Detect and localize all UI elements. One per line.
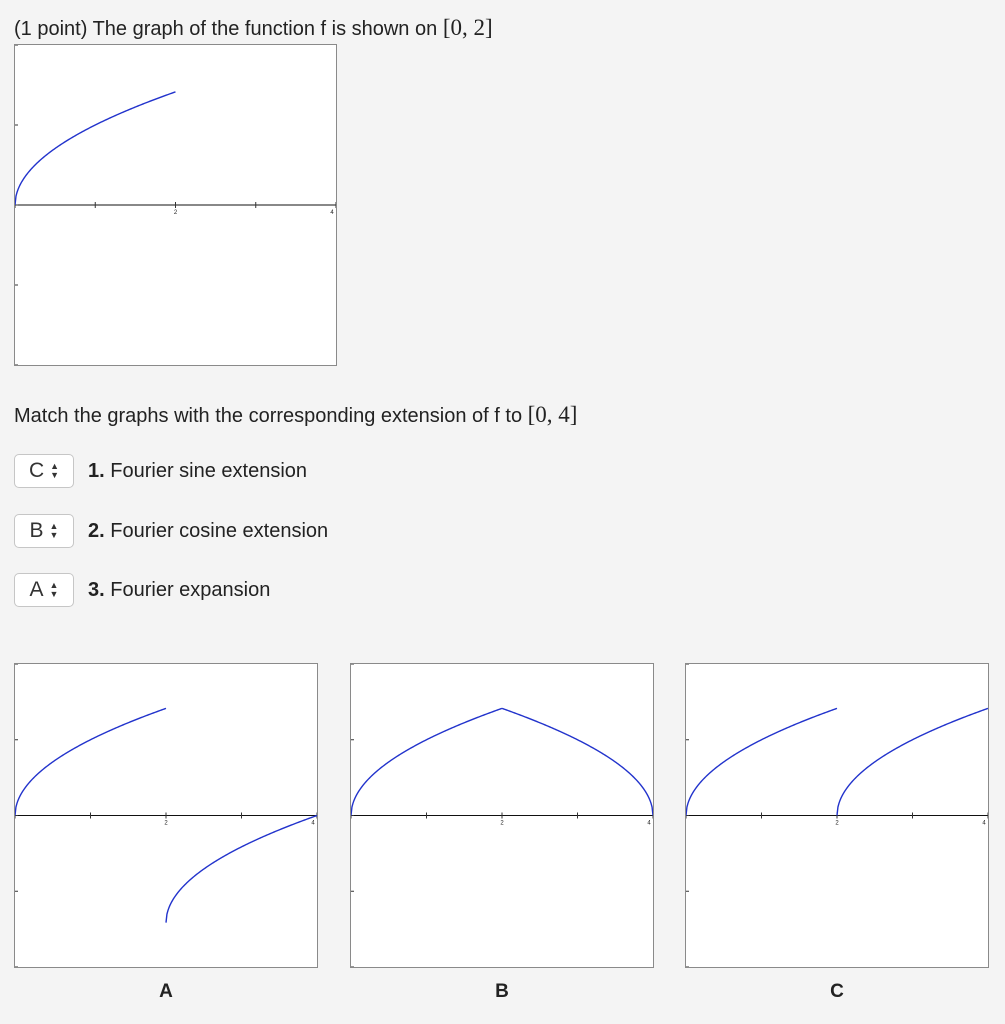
match-instructions: [14, 401, 577, 430]
series-line: [15, 708, 166, 815]
graph-a: [14, 663, 318, 968]
item-text: Fourier sine extension: [110, 459, 308, 482]
match-item-3-label: [88, 579, 270, 602]
graph-a-caption: A: [159, 981, 173, 1002]
answer-select-1-value: C: [28, 459, 45, 482]
graph-b-caption: B: [495, 981, 509, 1002]
item-number: 1.: [88, 459, 105, 482]
match-body: Match the graphs with the corresponding extension of f to: [14, 405, 523, 427]
item-number: 3.: [88, 578, 105, 601]
series-line: [351, 708, 502, 815]
interval-0-2: [0, 2]: [442, 15, 493, 40]
item-text: Fourier expansion: [110, 578, 271, 601]
match-item-2-label: [88, 520, 328, 543]
select-updown-icon: ▲ ▼: [50, 461, 60, 480]
answer-select-2[interactable]: [14, 514, 74, 548]
match-item-2: [14, 513, 328, 549]
x-tick-label: 2: [500, 820, 504, 827]
plot-canvas: [15, 45, 336, 365]
graph-c-caption: C: [830, 981, 844, 1002]
points-label: (1 point): [14, 18, 88, 40]
select-updown-icon: ▲ ▼: [49, 580, 59, 599]
series-line: [502, 708, 653, 815]
plot-canvas: [686, 664, 988, 967]
match-item-1: [14, 453, 307, 489]
answer-select-2-value: B: [29, 519, 44, 542]
series-line: [837, 708, 988, 815]
question-body: The graph of the function f is shown on: [92, 18, 438, 40]
match-item-3: [14, 572, 270, 608]
plot-canvas: [15, 664, 317, 967]
answer-select-1[interactable]: [14, 454, 74, 488]
item-text: Fourier cosine extension: [110, 519, 329, 542]
x-tick-label: 4: [982, 820, 986, 827]
graph-c: [685, 663, 989, 968]
item-number: 2.: [88, 519, 105, 542]
select-updown-icon: ▲ ▼: [49, 521, 59, 540]
series-line: [166, 816, 317, 923]
question-text: [14, 14, 493, 43]
match-item-1-label: [88, 460, 307, 483]
answer-select-3[interactable]: [14, 573, 74, 607]
x-tick-label: 2: [835, 820, 839, 827]
series-line: [686, 708, 837, 815]
interval-0-4: [0, 4]: [527, 402, 578, 427]
graph-b: [350, 663, 654, 968]
x-tick-label: 4: [330, 210, 334, 216]
x-tick-label: 2: [173, 210, 178, 216]
x-tick-label: 2: [164, 820, 168, 827]
plot-canvas: [351, 664, 653, 967]
series-line: [15, 92, 176, 205]
x-tick-label: 4: [311, 820, 315, 827]
original-function-graph: [14, 44, 337, 366]
answer-select-3-value: A: [29, 578, 44, 601]
x-tick-label: 4: [647, 820, 651, 827]
